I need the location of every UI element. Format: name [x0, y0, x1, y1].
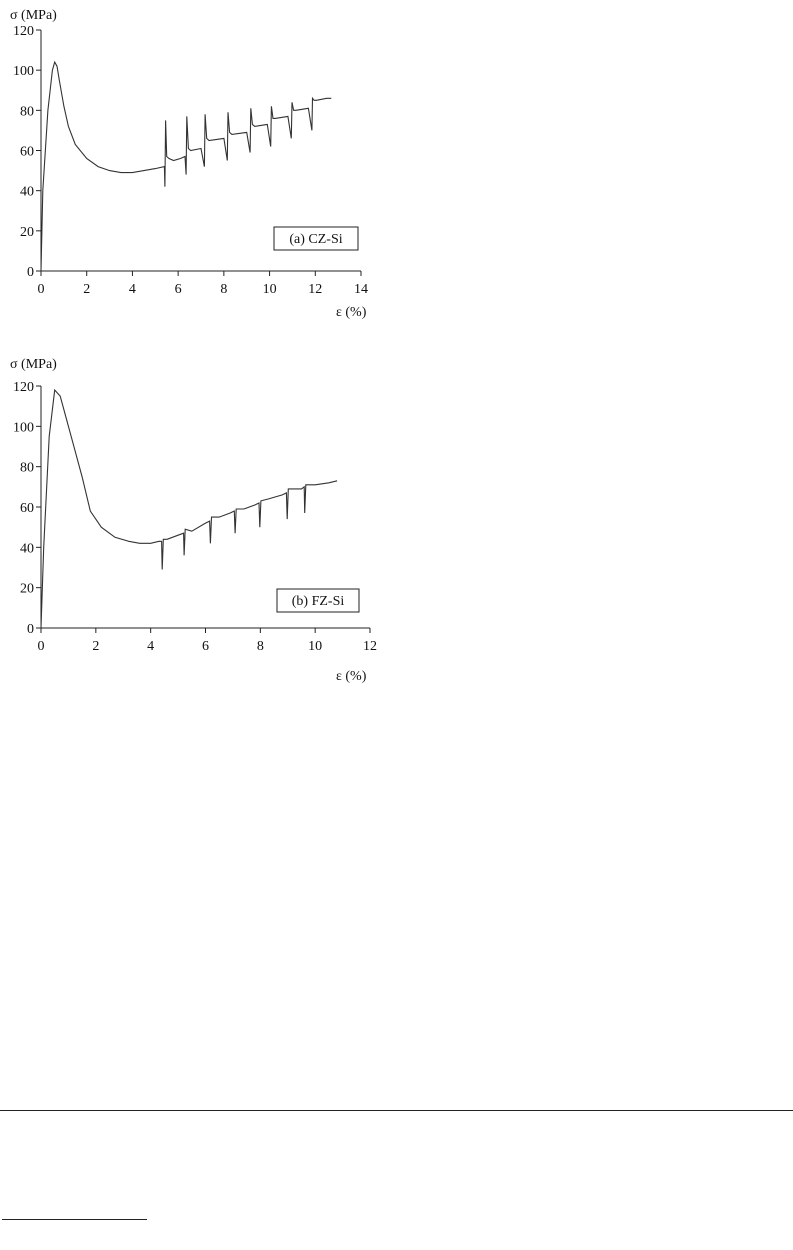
chart-a-ytick-label: 40 [20, 184, 34, 200]
chart-b-xtick-label: 12 [363, 639, 377, 654]
chart-b-ytick-label: 0 [27, 622, 34, 637]
chart-b-y-axis [13, 380, 41, 637]
chart-a [10, 8, 368, 320]
chart-b-legend: (b) FZ-Si [291, 594, 345, 609]
chart-b-xtick-label: 2 [92, 639, 100, 654]
chart-a-legend: (a) CZ-Si [289, 232, 343, 247]
chart-b-ytick-label: 60 [20, 501, 34, 516]
chart-a-ytick-label: 0 [27, 265, 34, 280]
chart-a-xtick-label: 0 [37, 282, 45, 297]
chart-a-ytick-label: 20 [20, 224, 34, 240]
chart-b-xtick-label: 10 [308, 639, 323, 654]
chart-b-ytick-label: 40 [20, 541, 34, 557]
chart-a-ytick-label: 60 [20, 144, 34, 160]
chart-b-xtick-label: 0 [37, 639, 45, 654]
chart-b-xlabel: ε (%) [336, 669, 367, 684]
chart-b-ytick-label: 80 [20, 460, 34, 476]
chart-a-xtick-label: 2 [83, 282, 91, 297]
chart-a-xlabel: ε (%) [336, 305, 367, 320]
chart-a-x-axis [38, 271, 369, 297]
page-divider [0, 1110, 793, 1111]
chart-a-xtick-label: 10 [262, 282, 277, 297]
chart-b-ylabel: σ (MPa) [10, 357, 57, 372]
chart-b-ytick-label: 120 [13, 380, 34, 395]
chart-a-y-axis [13, 24, 41, 280]
chart-a-ytick-label: 120 [13, 24, 34, 39]
chart-a-ytick-label: 100 [13, 64, 34, 80]
chart-b-xtick-label: 4 [147, 639, 155, 654]
chart-b-ytick-label: 20 [20, 581, 34, 597]
chart-b-xtick-label: 8 [256, 639, 264, 654]
chart-a-ytick-label: 80 [20, 104, 34, 120]
chart-a-xtick-label: 4 [128, 282, 136, 297]
chart-a-xtick-label: 12 [308, 282, 323, 297]
chart-b-x-axis [38, 628, 378, 654]
chart-a-ylabel: σ (MPa) [10, 8, 57, 23]
chart-b [10, 357, 377, 684]
chart-b-ytick-label: 100 [13, 420, 34, 436]
chart-a-xtick-label: 14 [354, 282, 368, 297]
chart-a-xtick-label: 6 [174, 282, 182, 297]
chart-a-xtick-label: 8 [220, 282, 228, 297]
footnote-rule [2, 1219, 147, 1220]
chart-b-xtick-label: 6 [202, 639, 209, 654]
